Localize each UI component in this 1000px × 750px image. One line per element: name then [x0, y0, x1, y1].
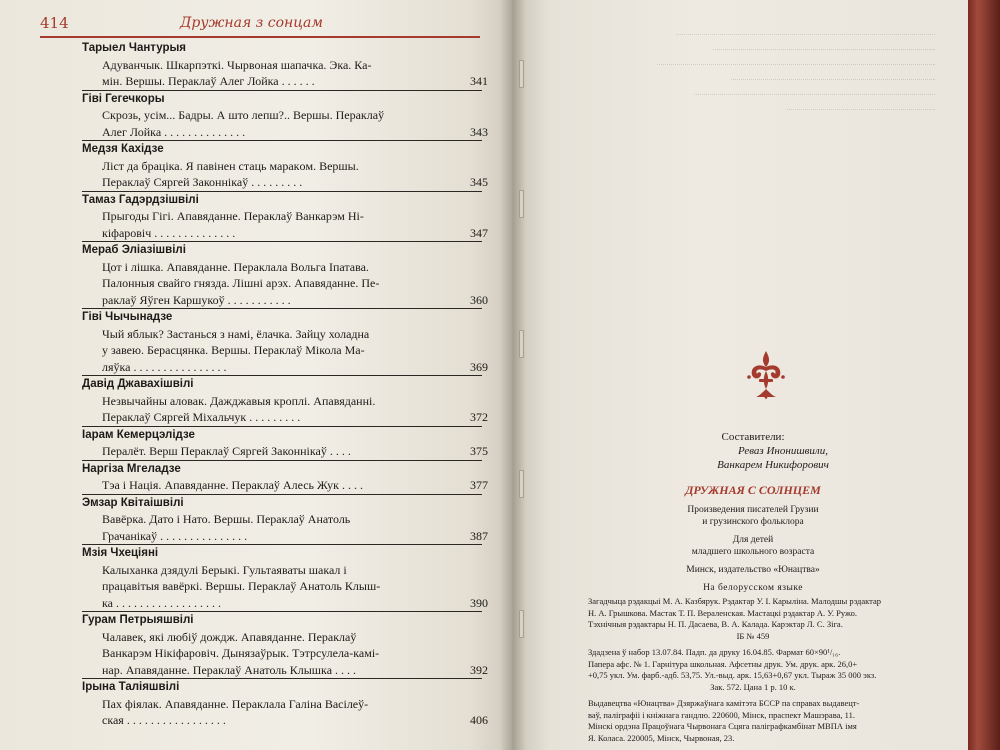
running-header	[40, 6, 480, 38]
page-number: 414	[40, 14, 69, 32]
toc-author: Мзія Чхеціяні	[82, 547, 159, 559]
toc-author: Іарам Кемерцэлідзе	[82, 428, 195, 441]
toc-line: Калыханка дзядулі Берыкі. Гультаяваты шакал і	[102, 562, 347, 577]
imprint-details	[588, 596, 918, 744]
fleur-ornament-icon	[744, 349, 788, 399]
toc-line: Пах фіялак. Апавяданне. Пераклала Галіна Васілеў-	[102, 696, 369, 711]
toc-entry	[46, 427, 490, 460]
toc-author: Мераб Эліазішвілі	[82, 244, 186, 256]
binding-stitch	[519, 470, 524, 498]
toc-line: Вавёрка. Дато і Нато. Вершы. Пераклаў Анатоль	[102, 512, 351, 526]
toc-author: Гіві Гегечкоры	[82, 92, 165, 105]
toc-line: мін. Вершы. Пераклаў Алег Лойка . . . . . .	[102, 74, 315, 88]
binding-stitch	[519, 610, 524, 638]
imprint-detail-line: ваў, паліграфіі і кніжнага гандлю. 220600, Мінск, праспект Машэрава, 11.	[588, 709, 855, 720]
toc-page-number: 369	[470, 359, 488, 374]
toc-line: ляўка . . . . . . . . . . . . . . . .	[102, 359, 227, 374]
toc-line: Чый яблык? Застанься з намі, ёлачка. Зайцу холадна	[102, 326, 370, 341]
imprint-detail-line: Зак. 572. Цана 1 р. 10 к.	[710, 681, 796, 692]
imprint-detail-line: Выдавецтва «Юнацтва» Дзяржаўнага камітэта БССР па справах выдавецт-	[588, 698, 860, 708]
toc-author: Эмзар Квітаішвілі	[82, 496, 184, 509]
compiler-1: Реваз Инонишвили,	[738, 445, 828, 457]
toc-page-number: 387	[470, 528, 488, 543]
audience-1: Для детей	[732, 535, 774, 545]
toc-entry	[46, 309, 490, 375]
imprint-detail-line: Н. А. Грышкова. Мастак Т. П. Вераленская. Мастацкі рэдактар А. У. Ружо.	[588, 607, 858, 618]
toc-author: Наргіза Мгеладзе	[82, 462, 181, 475]
toc-works	[46, 629, 490, 679]
compiler-2: Ванкарем Никифорович	[717, 459, 829, 471]
toc-line: Ванкарэм Нікіфаровіч. Дынязаўрык. Тэтрсулела-камі-	[102, 646, 380, 660]
book-cover-edge	[968, 0, 1000, 750]
toc-page-number: 347	[470, 225, 488, 240]
toc-line: Пераклаў Сяргей Міхальчук . . . . . . . . .	[102, 410, 301, 424]
toc-author: Гурам Петрыяшвілі	[82, 614, 194, 626]
toc-line: ка . . . . . . . . . . . . . . . . . .	[102, 595, 221, 610]
toc-line: Пералёт. Верш Пераклаў Сяргей Законнікаў . . . .	[102, 444, 351, 458]
toc-entry	[46, 91, 490, 141]
toc-author: Медзя Кахідзе	[82, 143, 164, 155]
toc-works	[46, 511, 490, 544]
toc-works	[46, 562, 490, 612]
binding-stitch	[519, 60, 524, 88]
imprint-detail-line: Загадчыца рэдакцыі М. А. Казбярук. Рэдактар У. І. Карыліна. Малодшы рэдактар	[588, 596, 882, 606]
toc-works	[46, 107, 490, 140]
imprint-detail-line: +0,75 укл. Ум. фарб.-адб. 53,75. Ул.-выд. арк. 15,63+0,67 укл. Тыраж 35 000 экз.	[588, 670, 877, 680]
compilers-label: Составители:	[721, 431, 785, 443]
toc-line: кіфаровіч . . . . . . . . . . . . . .	[102, 225, 236, 240]
toc-entry	[46, 545, 490, 611]
toc-line: Грачанікаў . . . . . . . . . . . . . . .	[102, 528, 248, 543]
toc-entry	[46, 461, 490, 494]
imprint-detail-line: Тэхнічныя рэдактары Н. П. Дасаева, В. А. Калада. Карэктар Л. С. Зіга.	[588, 619, 843, 629]
toc-page-number: 372	[470, 410, 488, 424]
publisher-line: Минск, издательство «Юнацтва»	[686, 565, 820, 575]
toc-page-number: 345	[470, 175, 488, 189]
imprint-detail-line: Я. Коласа. 220005, Мінск, Чырвоная, 23.	[588, 732, 735, 743]
toc-entry	[46, 192, 490, 242]
imprint-detail-line: Папера афс. № 1. Гарнітура школьная. Афсетны друк. Ум. друк. арк. 26,0+	[588, 658, 858, 669]
toc-entry	[46, 376, 490, 426]
toc-line: Алег Лойка . . . . . . . . . . . . . .	[102, 124, 246, 139]
toc-line: Адуванчык. Шкарпэткі. Чырвоная шапачка. Эка. Ка-	[102, 57, 372, 72]
toc-line: Цот і лішка. Апавяданне. Пераклала Вольга Іпатава.	[102, 259, 369, 274]
toc-works	[46, 259, 490, 309]
toc-line: раклаў Яўген Каршукоў . . . . . . . . . . .	[102, 292, 291, 307]
toc-entry	[46, 612, 490, 678]
toc-line: Скрозь, усім... Бадры. А што лепш?.. Вершы. Пераклаў	[102, 108, 385, 122]
toc-line: Тэа і Нацiя. Апавяданне. Пераклаў Алесь Жук . . . .	[102, 478, 363, 492]
toc-entry	[46, 141, 490, 191]
toc-page-number: 341	[470, 74, 488, 88]
toc-author: Давід Джавахішвілі	[82, 378, 194, 390]
toc-line: Палонныя свайго гнязда. Лішні арэх. Апавяданне. Пе-	[102, 276, 380, 290]
toc-line: у завею. Берасцянка. Вершы. Пераклаў Мікола Ма-	[102, 343, 365, 357]
book-title: ДРУЖНАЯ С СОЛНЦЕМ	[685, 483, 821, 497]
toc-entry	[46, 242, 490, 308]
toc-page-number: 406	[470, 713, 488, 727]
toc-entry	[46, 495, 490, 545]
toc-works	[46, 443, 490, 460]
subtitle-2: и грузинского фольклора	[702, 517, 804, 527]
imprint-detail-line: ІБ № 459	[736, 630, 770, 641]
toc-line: ская . . . . . . . . . . . . . . . . .	[102, 713, 226, 727]
toc-page-number: 390	[470, 595, 488, 610]
toc-line: нар. Апавяданне. Пераклаў Анатоль Клышка . . . .	[102, 662, 357, 677]
toc-entry	[46, 679, 490, 729]
imprint-detail-line: Мінскі ордэна Працоўнага Чырвонага Сцяга паліграфкамбінат МВПА імя	[588, 721, 857, 731]
toc-author: Тарыел Чантурыя	[82, 42, 187, 54]
subtitle-1: Произведения писателей Грузии	[687, 505, 819, 515]
show-through-text	[565, 20, 935, 220]
language-line: На белорусском языке	[703, 583, 803, 593]
toc-line: Ліст да брацiка. Я павінен стаць маракoм. Вершы.	[102, 158, 359, 173]
toc-author: Ірына Таліяшвілі	[82, 681, 180, 693]
toc-works	[46, 477, 490, 494]
toc-page-number: 360	[470, 292, 488, 307]
toc-page-number: 343	[470, 124, 488, 139]
toc-works	[46, 57, 490, 90]
toc-page-number: 377	[470, 478, 488, 492]
toc-works	[46, 158, 490, 191]
table-of-contents	[46, 40, 490, 729]
toc-line: Пераклаў Сяргей Законнікаў . . . . . . . . .	[102, 175, 303, 189]
toc-page-number: 392	[470, 662, 488, 677]
toc-line: Незвычайны аловак. Дажджавыя кроплі. Апавяданні.	[102, 393, 376, 408]
toc-works	[46, 208, 490, 241]
toc-page-number: 375	[470, 444, 488, 458]
binding-stitch	[519, 190, 524, 218]
imprint-detail-line: Здадзена ў набор 13.07.84. Падп. да друку 16.04.85. Фармат 60×90¹/₁₆.	[588, 647, 841, 657]
running-title: Дружная з сонцам	[180, 15, 323, 31]
imprint-block	[588, 430, 918, 744]
binding-stitch	[519, 330, 524, 358]
toc-line: працавітыя вавёркі. Вершы. Пераклаў Анатоль Клыш-	[102, 579, 381, 593]
toc-works	[46, 696, 490, 729]
toc-works	[46, 393, 490, 426]
audience-2: младшего школьного возраста	[691, 547, 815, 557]
toc-line: Прыгоды Гігі. Апавяданне. Пераклаў Ванкарэм Ні-	[102, 209, 364, 223]
toc-works	[46, 326, 490, 376]
toc-line: Чалавек, які любіў дождж. Апавяданне. Пераклаў	[102, 629, 357, 644]
toc-author: Тамаз Гадэрдзішвілі	[82, 193, 199, 206]
toc-author: Гіві Чычынадзе	[82, 311, 173, 323]
toc-entry	[46, 40, 490, 90]
